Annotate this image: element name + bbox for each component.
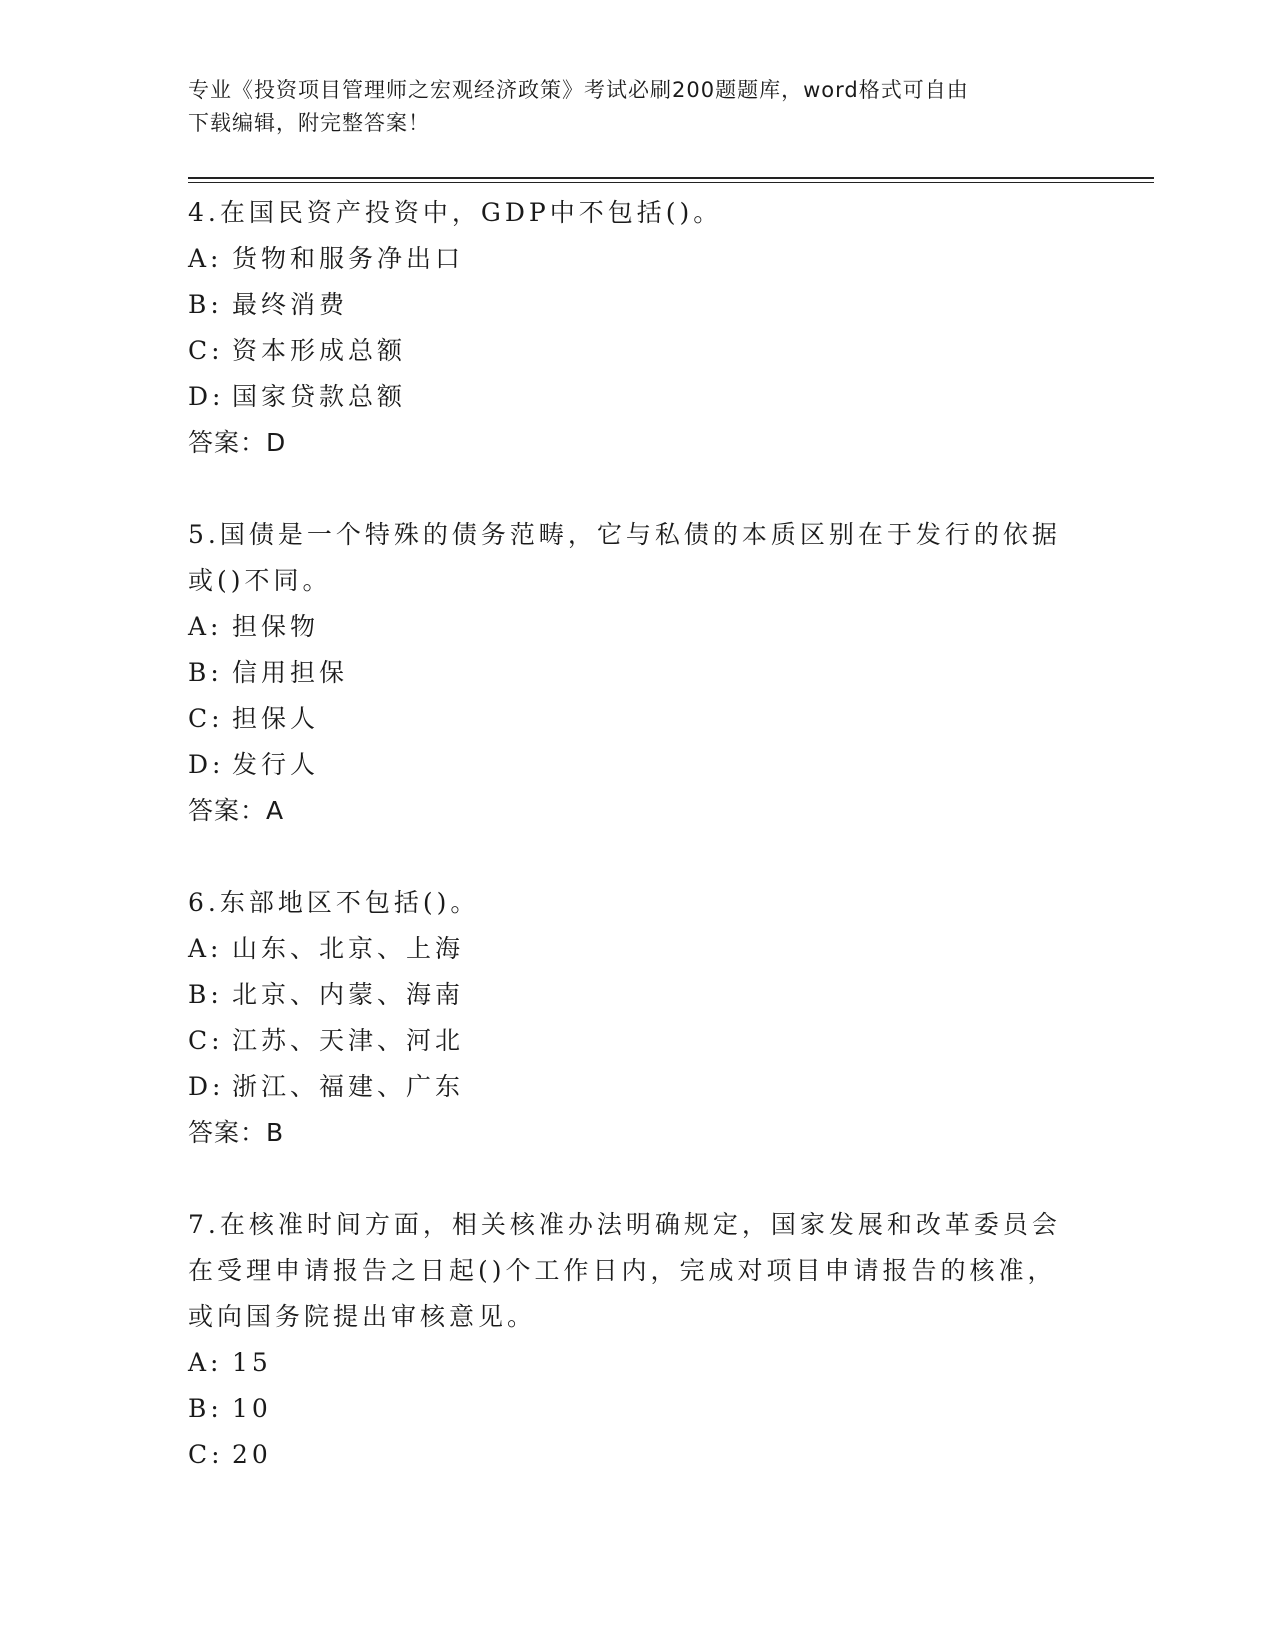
option-text: 担保人 bbox=[232, 704, 320, 733]
option-d bbox=[188, 1064, 1088, 1110]
option-text: 担保物 bbox=[232, 612, 320, 641]
header-rule-thin bbox=[188, 182, 1154, 183]
option-c bbox=[188, 328, 1088, 374]
option-text: 浙江、福建、广东 bbox=[232, 1072, 465, 1101]
option-a bbox=[188, 236, 1088, 282]
document-header bbox=[188, 74, 1068, 140]
header-line-1: 专业《投资项目管理师之宏观经济政策》考试必刷200题题库，word格式可自由 bbox=[188, 78, 969, 102]
option-letter: A: bbox=[188, 612, 223, 641]
option-letter: B: bbox=[188, 658, 223, 687]
option-letter: C: bbox=[188, 1440, 224, 1469]
option-letter: A: bbox=[188, 244, 223, 273]
option-letter: D: bbox=[188, 382, 225, 411]
option-text: 国家贷款总额 bbox=[232, 382, 407, 411]
option-text: 江苏、天津、河北 bbox=[232, 1026, 465, 1055]
option-text: 北京、内蒙、海南 bbox=[232, 980, 465, 1009]
option-c bbox=[188, 1432, 1088, 1478]
option-text: 资本形成总额 bbox=[232, 336, 407, 365]
option-text: 货物和服务净出口 bbox=[232, 244, 465, 273]
option-letter: C: bbox=[188, 336, 224, 365]
answer-line: 答案：B bbox=[188, 1118, 285, 1147]
question-5 bbox=[188, 512, 1088, 834]
option-b bbox=[188, 1386, 1088, 1432]
question-stem: 5.国债是一个特殊的债务范畴，它与私债的本质区别在于发行的依据或()不同。 bbox=[188, 520, 1061, 595]
option-c bbox=[188, 696, 1088, 742]
option-text: 10 bbox=[232, 1394, 272, 1423]
option-letter: B: bbox=[188, 1394, 223, 1423]
option-text: 信用担保 bbox=[232, 658, 349, 687]
option-a bbox=[188, 1340, 1088, 1386]
option-letter: A: bbox=[188, 934, 223, 963]
option-letter: A: bbox=[188, 1348, 223, 1377]
option-letter: D: bbox=[188, 1072, 225, 1101]
question-list bbox=[188, 190, 1088, 1524]
option-letter: C: bbox=[188, 704, 224, 733]
option-text: 20 bbox=[232, 1440, 272, 1469]
option-letter: B: bbox=[188, 980, 223, 1009]
option-b bbox=[188, 650, 1088, 696]
option-text: 发行人 bbox=[232, 750, 320, 779]
answer-line: 答案：A bbox=[188, 796, 285, 825]
option-d bbox=[188, 742, 1088, 788]
option-b bbox=[188, 282, 1088, 328]
option-letter: C: bbox=[188, 1026, 224, 1055]
header-line-2: 下载编辑，附完整答案！ bbox=[188, 111, 430, 135]
option-text: 15 bbox=[232, 1348, 272, 1377]
option-letter: B: bbox=[188, 290, 223, 319]
option-a bbox=[188, 926, 1088, 972]
question-4 bbox=[188, 190, 1088, 466]
option-letter: D: bbox=[188, 750, 225, 779]
question-stem: 6.东部地区不包括()。 bbox=[188, 888, 480, 917]
option-d bbox=[188, 374, 1088, 420]
question-7 bbox=[188, 1202, 1088, 1478]
option-text: 最终消费 bbox=[232, 290, 349, 319]
header-rule-thick bbox=[188, 177, 1154, 179]
question-6 bbox=[188, 880, 1088, 1156]
option-text: 山东、北京、上海 bbox=[232, 934, 465, 963]
option-b bbox=[188, 972, 1088, 1018]
question-stem: 7.在核准时间方面，相关核准办法明确规定，国家发展和改革委员会在受理申请报告之日起()个工作日内，完成对项目申请报告的核准，或向国务院提出审核意见。 bbox=[188, 1210, 1061, 1331]
option-a bbox=[188, 604, 1088, 650]
option-c bbox=[188, 1018, 1088, 1064]
answer-line: 答案：D bbox=[188, 428, 287, 457]
question-stem: 4.在国民资产投资中，GDP中不包括()。 bbox=[188, 198, 723, 227]
